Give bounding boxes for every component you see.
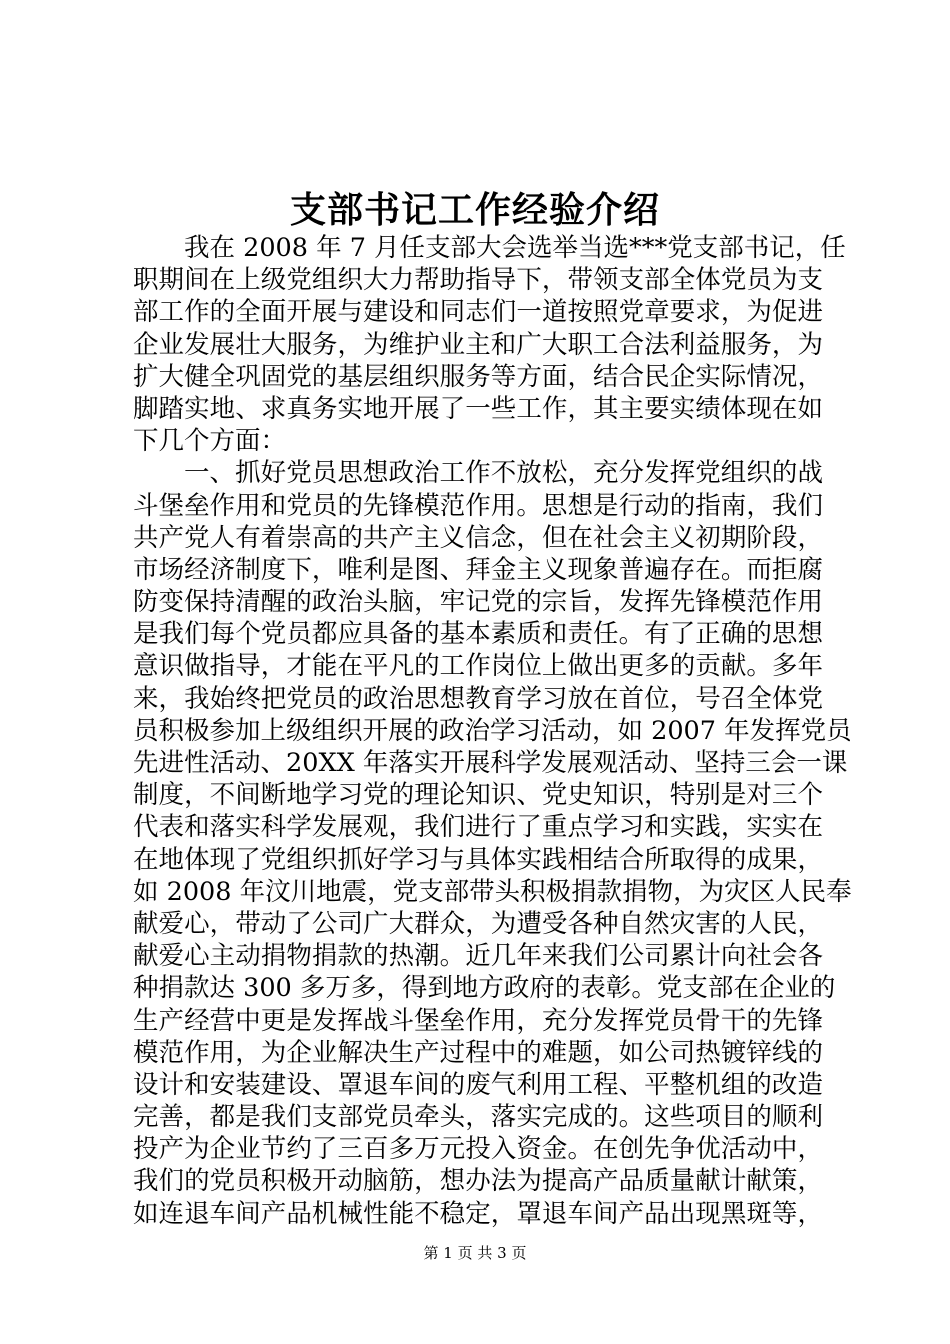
body-line: 完善，都是我们支部党员牵头，落实完成的。这些项目的顺利 <box>133 1102 823 1133</box>
document-title: 支部书记工作经验介绍 <box>289 189 660 231</box>
body-line: 我在 2008 年 7 月任支部大会选举当选***党支部书记，任 <box>184 233 846 263</box>
body-line: 部工作的全面开展与建设和同志们一道按照党章要求，为促进 <box>133 297 823 328</box>
body-line: 共产党人有着崇高的共产主义信念，但在社会主义初期阶段， <box>133 522 823 553</box>
body-line: 职期间在上级党组织大力帮助指导下，带领支部全体党员为支 <box>133 265 823 296</box>
body-line: 扩大健全巩固党的基层组织服务等方面，结合民企实际情况， <box>133 361 823 392</box>
body-line: 下几个方面： <box>133 426 287 457</box>
body-line: 防变保持清醒的政治头脑，牢记党的宗旨，发挥先锋模范作用 <box>133 587 823 618</box>
body-line: 企业发展壮大服务，为维护业主和广大职工合法利益服务，为 <box>133 329 823 360</box>
body-line: 在地体现了党组织抓好学习与具体实践相结合所取得的成果， <box>133 844 823 875</box>
page-footer: 第 1 页 共 3 页 <box>423 1244 527 1262</box>
body-line: 先进性活动、20XX 年落实开展科学发展观活动、坚持三会一课 <box>133 748 848 778</box>
body-line: 代表和落实科学发展观，我们进行了重点学习和实践，实实在 <box>133 812 823 843</box>
body-line: 如连退车间产品机械性能不稳定，罩退车间产品出现黑斑等， <box>133 1198 823 1229</box>
body-line: 来，我始终把党员的政治思想教育学习放在首位，号召全体党 <box>133 683 823 714</box>
body-line: 献爱心主动捐物捐款的热潮。近几年来我们公司累计向社会各 <box>133 941 823 972</box>
body-line: 设计和安装建设、罩退车间的废气利用工程、平整机组的改造 <box>133 1069 823 1100</box>
body-line: 斗堡垒作用和党员的先锋模范作用。思想是行动的指南，我们 <box>133 490 823 521</box>
body-line: 员积极参加上级组织开展的政治学习活动，如 2007 年发挥党员 <box>133 715 852 746</box>
body-line: 是我们每个党员都应具备的基本素质和责任。有了正确的思想 <box>133 619 823 650</box>
body-line: 制度，不间断地学习党的理论知识、党史知识，特别是对三个 <box>133 780 823 811</box>
document-body <box>133 232 852 1230</box>
body-line: 如 2008 年汶川地震，党支部带头积极捐款捐物，为灾区人民奉 <box>133 876 852 907</box>
body-line: 我们的党员积极开动脑筋，想办法为提高产品质量献计献策， <box>133 1166 823 1197</box>
body-line: 种捐款达 300 多万多，得到地方政府的表彰。党支部在企业的 <box>133 973 836 1004</box>
body-line: 一、抓好党员思想政治工作不放松，充分发挥党组织的战 <box>184 458 823 489</box>
body-line: 献爱心，带动了公司广大群众，为遭受各种自然灾害的人民， <box>133 908 823 939</box>
body-line: 生产经营中更是发挥战斗堡垒作用，充分发挥党员骨干的先锋 <box>133 1005 823 1036</box>
body-line: 意识做指导，才能在平凡的工作岗位上做出更多的贡献。多年 <box>133 651 823 682</box>
body-line: 模范作用，为企业解决生产过程中的难题，如公司热镀锌线的 <box>133 1037 823 1068</box>
body-line: 市场经济制度下，唯利是图、拜金主义现象普遍存在。而拒腐 <box>133 554 823 585</box>
body-line: 投产为企业节约了三百多万元投入资金。在创先争优活动中， <box>133 1134 823 1165</box>
body-line: 脚踏实地、求真务实地开展了一些工作，其主要实绩体现在如 <box>133 393 823 424</box>
